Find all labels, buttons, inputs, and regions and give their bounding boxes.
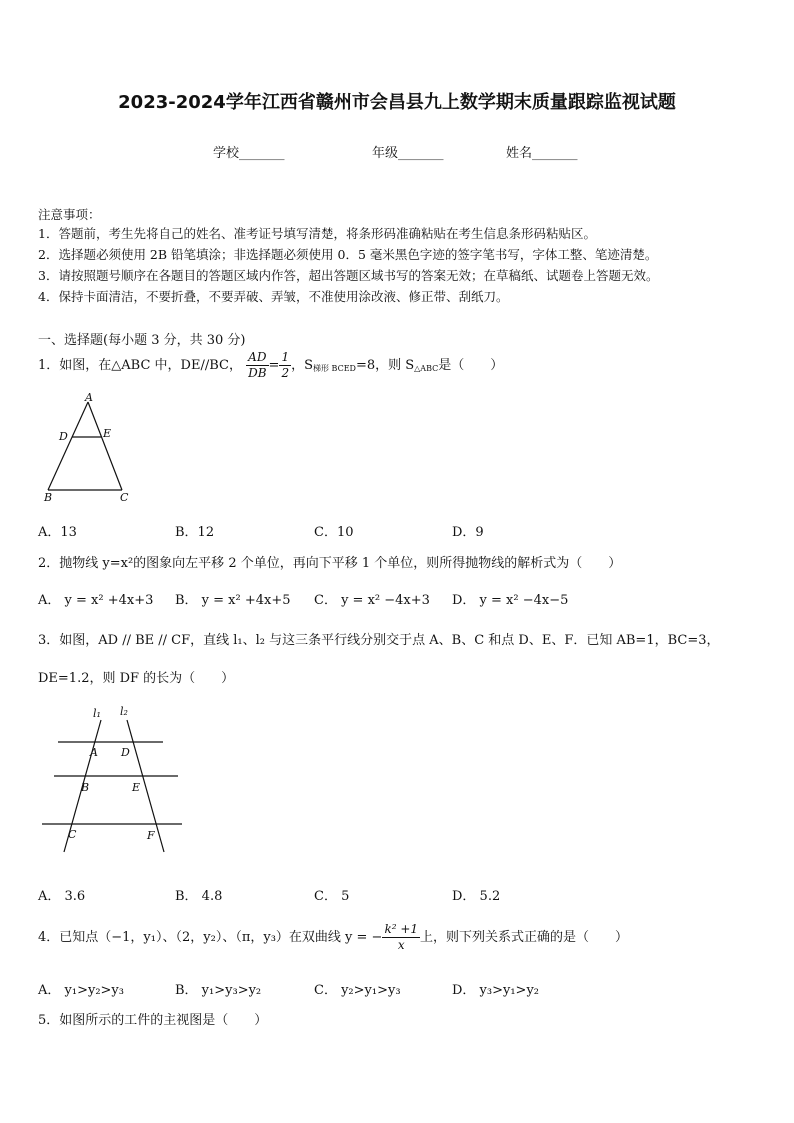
note-item: 1．答题前，考生先将自己的姓名、准考证号填写清楚，将条形码准确粘贴在考生信息条形码粘贴区。 [38,226,596,241]
option-d: D． y = x² −4x−5 [452,593,569,608]
notes-heading: 注意事项： [38,207,101,222]
option-d: D．9 [452,525,484,540]
label-e: E [103,427,112,440]
label-a: A [90,746,98,759]
label-e: E [132,781,141,794]
option-c: C． 5 [314,889,350,904]
question-4: 4．已知点（−1，y₁）、（2，y₂）、（π，y₃）在双曲线 y = − $\frac{\text{k² +1}}{x}$ 上，则下列关系式正确的是（ ） [38,922,629,952]
question-2: 2．抛物线 y=x²的图象向左平移 2 个单位，再向下平移 1 个单位，则所得抛物线的解析式为（ ） [38,556,622,571]
label-d: D [121,746,130,759]
question-3: 3．如图，AD // BE // CF，直线 l₁、l₂ 与这三条平行线分别交于点 A、B、C 和点 D、E、F．已知 AB=1，BC=3， [38,633,720,648]
option-a: A． y = x² +4x+3 [38,593,154,608]
parallel-lines-figure [38,702,188,857]
page-title: 2023-2024学年江西省赣州市会昌县九上数学期末质量跟踪监视试题 [118,92,676,113]
option-a: A．13 [38,525,77,540]
question-1: 1．如图，在△ABC 中，DE//BC， $\frac{AD}{DB}$ = $\frac{1}{2}$ ，$S_{梯形 BCED}=8$，则 $S_{\triangle ABC}$是（ ） [38,350,504,380]
name-field: 姓名_______ [506,146,578,161]
label-a: A [85,391,93,404]
option-c: C． y₂>y₁>y₃ [314,983,401,998]
question-5: 5．如图所示的工件的主视图是（ ） [38,1013,268,1028]
label-c: C [120,491,129,504]
option-a: A． y₁>y₂>y₃ [38,983,124,998]
label-c: C [68,828,77,841]
school-field: 学校_______ [213,146,285,161]
section-heading: 一、选择题(每小题 3 分，共 30 分) [38,333,246,348]
label-l1: l₁ [93,707,101,720]
note-item: 2．选择题必须使用 2B 铅笔填涂；非选择题必须使用 0．5 毫米黑色字迹的签字笔书写，字体工整、笔迹清楚。 [38,247,658,262]
label-b: B [81,781,90,794]
question-3-cont: DE=1.2，则 DF 的长为（ ） [38,671,235,686]
option-a: A． 3.6 [38,889,86,904]
label-l2: l₂ [120,705,128,718]
option-c: C． y = x² −4x+3 [314,593,430,608]
option-b: B． y₁>y₃>y₂ [175,983,262,998]
hyperbola-fraction: $\frac{\text{k² +1}}{x}$ [384,922,419,952]
triangle-figure [40,390,140,505]
label-b: B [44,491,53,504]
label-f: F [147,829,155,842]
option-c: C．10 [314,525,354,540]
ratio-fraction: $\frac{AD}{DB}$ [248,350,267,380]
option-b: B． 4.8 [175,889,223,904]
note-item: 3．请按照题号顺序在各题目的答题区域内作答，超出答题区域书写的答案无效；在草稿纸、试题卷上答题无效。 [38,268,659,283]
half-fraction: $\frac{1}{2}$ [281,350,290,380]
option-b: B．12 [175,525,215,540]
label-d: D [59,430,68,443]
note-item: 4．保持卡面清洁，不要折叠，不要弄破、弄皱，不准使用涂改液、修正带、刮纸刀。 [38,289,509,304]
grade-field: 年级_______ [372,146,444,161]
option-d: D． y₃>y₁>y₂ [452,983,540,998]
option-d: D． 5.2 [452,889,501,904]
option-b: B． y = x² +4x+5 [175,593,291,608]
